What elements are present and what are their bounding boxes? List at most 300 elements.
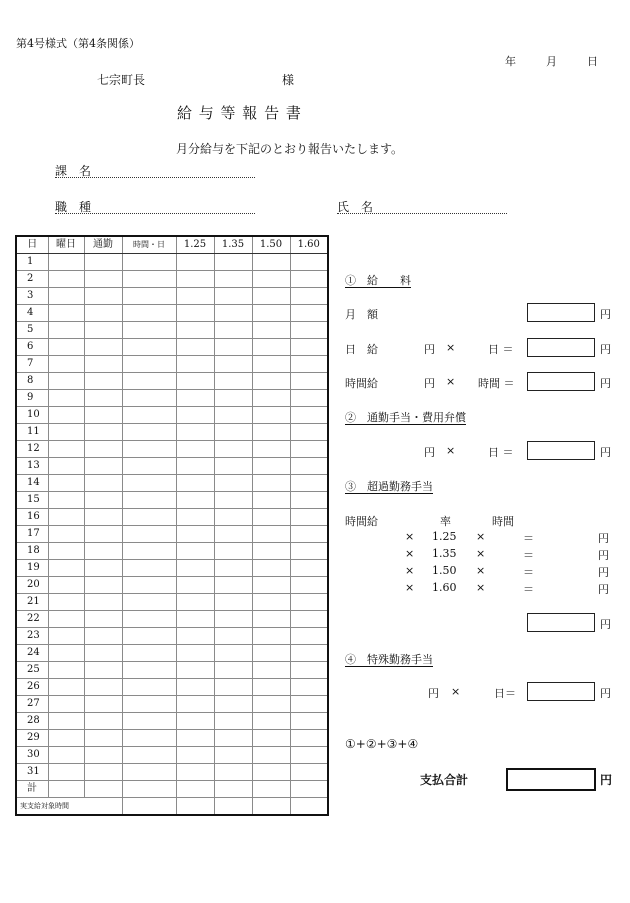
entry-cell[interactable]	[290, 747, 328, 764]
entry-cell[interactable]	[176, 730, 214, 747]
hourly-amount-box[interactable]	[527, 372, 595, 391]
special-amount-box[interactable]	[527, 682, 595, 701]
entry-cell[interactable]	[290, 645, 328, 662]
entry-cell[interactable]	[84, 645, 122, 662]
entry-cell[interactable]	[252, 543, 290, 560]
col-header-commute: 通勤	[84, 236, 122, 254]
job-label: 職 種	[55, 200, 92, 214]
entry-cell[interactable]	[84, 747, 122, 764]
entry-cell[interactable]	[122, 696, 176, 713]
entry-cell[interactable]	[122, 475, 176, 492]
entry-cell[interactable]	[176, 628, 214, 645]
entry-cell[interactable]	[48, 764, 84, 781]
entry-cell[interactable]	[122, 441, 176, 458]
daily-yen-unit: 円	[424, 343, 435, 356]
entry-cell[interactable]	[48, 679, 84, 696]
entry-cell[interactable]	[176, 509, 214, 526]
entry-cell[interactable]	[290, 458, 328, 475]
total-cell[interactable]	[122, 781, 176, 798]
entry-cell[interactable]	[214, 322, 252, 339]
entry-cell[interactable]	[214, 645, 252, 662]
monthly-yen: 円	[600, 308, 611, 321]
entry-cell[interactable]	[176, 271, 214, 288]
overtime-equals: ＝	[523, 583, 534, 596]
actual-hours-cell[interactable]	[252, 798, 290, 816]
entry-cell[interactable]	[252, 339, 290, 356]
overtime-times-1: ×	[405, 581, 415, 594]
entry-cell[interactable]	[48, 594, 84, 611]
entry-cell[interactable]	[176, 322, 214, 339]
entry-cell[interactable]	[252, 492, 290, 509]
entry-cell[interactable]	[84, 373, 122, 390]
entry-cell[interactable]	[176, 594, 214, 611]
entry-cell[interactable]	[84, 764, 122, 781]
entry-cell[interactable]	[84, 628, 122, 645]
entry-cell[interactable]	[122, 577, 176, 594]
entry-cell[interactable]	[176, 679, 214, 696]
entry-cell[interactable]	[122, 509, 176, 526]
col-header-weekday: 曜日	[48, 236, 84, 254]
total-cell[interactable]	[84, 781, 122, 798]
entry-cell[interactable]	[176, 747, 214, 764]
entry-cell[interactable]	[122, 458, 176, 475]
special-day-eq: 日＝	[494, 687, 516, 700]
entry-cell[interactable]	[84, 662, 122, 679]
day-number-cell: 9	[16, 390, 48, 407]
entry-cell[interactable]	[214, 441, 252, 458]
entry-cell[interactable]	[122, 611, 176, 628]
actual-hours-cell[interactable]	[122, 798, 176, 816]
entry-cell[interactable]	[84, 458, 122, 475]
entry-cell[interactable]	[84, 441, 122, 458]
entry-cell[interactable]	[252, 475, 290, 492]
col-header-rate-150: 1.50	[252, 236, 290, 254]
entry-cell[interactable]	[176, 305, 214, 322]
entry-cell[interactable]	[252, 662, 290, 679]
overtime-heading	[345, 478, 433, 494]
entry-cell[interactable]	[252, 390, 290, 407]
entry-cell[interactable]	[48, 645, 84, 662]
entry-cell[interactable]	[176, 560, 214, 577]
entry-cell[interactable]	[252, 407, 290, 424]
entry-cell[interactable]	[176, 696, 214, 713]
entry-cell[interactable]	[48, 271, 84, 288]
section-field[interactable]	[55, 177, 255, 178]
entry-cell[interactable]	[290, 577, 328, 594]
entry-cell[interactable]	[122, 645, 176, 662]
entry-cell[interactable]	[214, 713, 252, 730]
entry-cell[interactable]	[290, 475, 328, 492]
special-times: ×	[451, 685, 461, 698]
entry-cell[interactable]	[214, 594, 252, 611]
entry-cell[interactable]	[214, 509, 252, 526]
entry-cell[interactable]	[48, 305, 84, 322]
total-cell[interactable]	[252, 781, 290, 798]
monthly-label: 月 額	[345, 308, 378, 321]
day-number-cell: 12	[16, 441, 48, 458]
entry-cell[interactable]	[252, 560, 290, 577]
entry-cell[interactable]	[290, 373, 328, 390]
table-row	[16, 407, 328, 424]
entry-cell[interactable]	[48, 696, 84, 713]
entry-cell[interactable]	[214, 577, 252, 594]
entry-cell[interactable]	[252, 424, 290, 441]
commute-amount-box[interactable]	[527, 441, 595, 460]
entry-cell[interactable]	[48, 611, 84, 628]
entry-cell[interactable]	[214, 305, 252, 322]
entry-cell[interactable]	[84, 730, 122, 747]
entry-cell[interactable]	[176, 713, 214, 730]
actual-hours-cell[interactable]	[214, 798, 252, 816]
entry-cell[interactable]	[84, 577, 122, 594]
entry-cell[interactable]	[214, 356, 252, 373]
overtime-rate-value: 1.50	[432, 564, 457, 577]
total-cell[interactable]	[48, 781, 84, 798]
entry-cell[interactable]	[84, 407, 122, 424]
overtime-equals: ＝	[523, 566, 534, 579]
entry-cell[interactable]	[214, 288, 252, 305]
entry-cell[interactable]	[290, 339, 328, 356]
entry-cell[interactable]	[214, 424, 252, 441]
entry-cell[interactable]	[252, 373, 290, 390]
entry-cell[interactable]	[214, 492, 252, 509]
entry-cell[interactable]	[48, 339, 84, 356]
day-number-cell: 28	[16, 713, 48, 730]
entry-cell[interactable]	[290, 662, 328, 679]
commute-yen-unit: 円	[424, 446, 435, 459]
entry-cell[interactable]	[176, 288, 214, 305]
entry-cell[interactable]	[84, 356, 122, 373]
daily-amount-box[interactable]	[527, 338, 595, 357]
table-row	[16, 271, 328, 288]
job-field[interactable]	[55, 213, 255, 214]
entry-cell[interactable]	[214, 543, 252, 560]
entry-cell[interactable]	[214, 747, 252, 764]
entry-cell[interactable]	[290, 492, 328, 509]
actual-hours-cell[interactable]	[290, 798, 328, 816]
entry-cell[interactable]	[252, 628, 290, 645]
entry-cell[interactable]	[48, 747, 84, 764]
entry-cell[interactable]	[122, 407, 176, 424]
overtime-col-rate: 率	[440, 515, 451, 528]
day-number-cell: 4	[16, 305, 48, 322]
entry-cell[interactable]	[214, 526, 252, 543]
entry-cell[interactable]	[252, 577, 290, 594]
entry-cell[interactable]	[122, 254, 176, 271]
entry-cell[interactable]	[48, 458, 84, 475]
entry-cell[interactable]	[290, 730, 328, 747]
entry-cell[interactable]	[84, 339, 122, 356]
entry-cell[interactable]	[84, 543, 122, 560]
entry-cell[interactable]	[122, 662, 176, 679]
entry-cell[interactable]	[252, 271, 290, 288]
entry-cell[interactable]	[122, 628, 176, 645]
entry-cell[interactable]	[48, 254, 84, 271]
entry-cell[interactable]	[84, 390, 122, 407]
day-number-cell: 17	[16, 526, 48, 543]
special-heading	[345, 651, 433, 667]
entry-cell[interactable]	[122, 390, 176, 407]
entry-cell[interactable]	[84, 594, 122, 611]
table-row	[16, 747, 328, 764]
entry-cell[interactable]	[122, 679, 176, 696]
entry-cell[interactable]	[214, 475, 252, 492]
entry-cell[interactable]	[48, 356, 84, 373]
table-row	[16, 254, 328, 271]
actual-hours-label: 実支給対象時間	[16, 798, 122, 816]
entry-cell[interactable]	[290, 424, 328, 441]
entry-cell[interactable]	[176, 764, 214, 781]
entry-cell[interactable]	[214, 390, 252, 407]
entry-cell[interactable]	[290, 696, 328, 713]
day-number-cell: 26	[16, 679, 48, 696]
entry-cell[interactable]	[252, 645, 290, 662]
entry-cell[interactable]	[48, 509, 84, 526]
table-row	[16, 356, 328, 373]
entry-cell[interactable]	[48, 560, 84, 577]
entry-cell[interactable]	[122, 305, 176, 322]
hourly-yen: 円	[600, 377, 611, 390]
entry-cell[interactable]	[48, 390, 84, 407]
entry-cell[interactable]	[252, 764, 290, 781]
total-row	[16, 781, 328, 798]
entry-cell[interactable]	[252, 288, 290, 305]
entry-cell[interactable]	[48, 526, 84, 543]
entry-cell[interactable]	[84, 526, 122, 543]
entry-cell[interactable]	[176, 373, 214, 390]
col-header-rate-135: 1.35	[214, 236, 252, 254]
entry-cell[interactable]	[252, 441, 290, 458]
entry-cell[interactable]	[122, 322, 176, 339]
day-number-cell: 25	[16, 662, 48, 679]
entry-cell[interactable]	[252, 509, 290, 526]
entry-cell[interactable]	[176, 492, 214, 509]
entry-cell[interactable]	[290, 305, 328, 322]
entry-cell[interactable]	[176, 662, 214, 679]
entry-cell[interactable]	[290, 679, 328, 696]
table-row	[16, 594, 328, 611]
entry-cell[interactable]	[48, 577, 84, 594]
entry-cell[interactable]	[122, 560, 176, 577]
entry-cell[interactable]	[214, 730, 252, 747]
entry-cell[interactable]	[214, 662, 252, 679]
day-number-cell: 24	[16, 645, 48, 662]
total-cell[interactable]	[290, 781, 328, 798]
entry-cell[interactable]	[122, 747, 176, 764]
entry-cell[interactable]	[252, 730, 290, 747]
entry-cell[interactable]	[290, 356, 328, 373]
date-day-label: 日	[587, 55, 598, 68]
entry-cell[interactable]	[290, 509, 328, 526]
name-field[interactable]	[337, 213, 507, 214]
entry-cell[interactable]	[290, 407, 328, 424]
entry-cell[interactable]	[122, 764, 176, 781]
entry-cell[interactable]	[252, 526, 290, 543]
entry-cell[interactable]	[290, 611, 328, 628]
entry-cell[interactable]	[290, 288, 328, 305]
table-row	[16, 526, 328, 543]
entry-cell[interactable]	[122, 526, 176, 543]
entry-cell[interactable]	[84, 696, 122, 713]
entry-cell[interactable]	[84, 713, 122, 730]
entry-cell[interactable]	[176, 645, 214, 662]
entry-cell[interactable]	[48, 628, 84, 645]
entry-cell[interactable]	[84, 254, 122, 271]
entry-cell[interactable]	[290, 526, 328, 543]
entry-cell[interactable]	[176, 526, 214, 543]
entry-cell[interactable]	[84, 492, 122, 509]
entry-cell[interactable]	[214, 560, 252, 577]
entry-cell[interactable]	[84, 271, 122, 288]
entry-cell[interactable]	[214, 679, 252, 696]
entry-cell[interactable]	[214, 373, 252, 390]
entry-cell[interactable]	[176, 356, 214, 373]
entry-cell[interactable]	[290, 390, 328, 407]
entry-cell[interactable]	[176, 475, 214, 492]
entry-cell[interactable]	[176, 407, 214, 424]
actual-hours-cell[interactable]	[176, 798, 214, 816]
monthly-amount-box[interactable]	[527, 303, 595, 322]
day-number-cell: 1	[16, 254, 48, 271]
entry-cell[interactable]	[122, 543, 176, 560]
entry-cell[interactable]	[122, 594, 176, 611]
entry-cell[interactable]	[48, 322, 84, 339]
entry-cell[interactable]	[214, 764, 252, 781]
entry-cell[interactable]	[214, 458, 252, 475]
special-yen: 円	[600, 687, 611, 700]
col-header-day: 日	[16, 236, 48, 254]
entry-cell[interactable]	[290, 628, 328, 645]
table-row	[16, 577, 328, 594]
overtime-times-2: ×	[476, 581, 486, 594]
overtime-total-box[interactable]	[527, 613, 595, 632]
total-cell[interactable]	[214, 781, 252, 798]
entry-cell[interactable]	[176, 611, 214, 628]
entry-cell[interactable]	[48, 730, 84, 747]
commute-heading-text: ② 通勤手当・費用弁償	[345, 411, 466, 424]
entry-cell[interactable]	[214, 271, 252, 288]
commute-day-eq: 日 ＝	[488, 446, 514, 459]
total-amount-box[interactable]	[506, 768, 596, 791]
entry-cell[interactable]	[252, 594, 290, 611]
entry-cell[interactable]	[252, 356, 290, 373]
entry-cell[interactable]	[84, 611, 122, 628]
entry-cell[interactable]	[252, 458, 290, 475]
entry-cell[interactable]	[252, 713, 290, 730]
table-row	[16, 713, 328, 730]
entry-cell[interactable]	[122, 492, 176, 509]
entry-cell[interactable]	[214, 696, 252, 713]
entry-cell[interactable]	[84, 509, 122, 526]
entry-cell[interactable]	[84, 305, 122, 322]
entry-cell[interactable]	[122, 730, 176, 747]
date-year-label: 年	[505, 55, 516, 68]
entry-cell[interactable]	[48, 543, 84, 560]
entry-cell[interactable]	[122, 288, 176, 305]
table-row	[16, 509, 328, 526]
entry-cell[interactable]	[252, 696, 290, 713]
entry-cell[interactable]	[252, 254, 290, 271]
entry-cell[interactable]	[290, 713, 328, 730]
entry-cell[interactable]	[176, 339, 214, 356]
table-row	[16, 611, 328, 628]
total-cell[interactable]	[176, 781, 214, 798]
entry-cell[interactable]	[252, 322, 290, 339]
entry-cell[interactable]	[48, 662, 84, 679]
entry-cell[interactable]	[176, 458, 214, 475]
entry-cell[interactable]	[290, 594, 328, 611]
entry-cell[interactable]	[252, 679, 290, 696]
entry-cell[interactable]	[214, 407, 252, 424]
entry-cell[interactable]	[214, 254, 252, 271]
entry-cell[interactable]	[214, 611, 252, 628]
table-row	[16, 390, 328, 407]
entry-cell[interactable]	[122, 373, 176, 390]
entry-cell[interactable]	[290, 271, 328, 288]
entry-cell[interactable]	[84, 560, 122, 577]
entry-cell[interactable]	[48, 475, 84, 492]
addressee: 七宗町長	[97, 73, 146, 87]
entry-cell[interactable]	[48, 713, 84, 730]
day-number-cell: 6	[16, 339, 48, 356]
entry-cell[interactable]	[290, 254, 328, 271]
entry-cell[interactable]	[122, 356, 176, 373]
entry-cell[interactable]	[122, 424, 176, 441]
hourly-times: ×	[446, 375, 456, 388]
entry-cell[interactable]	[176, 441, 214, 458]
entry-cell[interactable]	[214, 339, 252, 356]
entry-cell[interactable]	[290, 560, 328, 577]
entry-cell[interactable]	[48, 407, 84, 424]
special-heading-text: ④ 特殊勤務手当	[345, 653, 433, 666]
entry-cell[interactable]	[290, 764, 328, 781]
table-row	[16, 696, 328, 713]
entry-cell[interactable]	[84, 288, 122, 305]
day-number-cell: 7	[16, 356, 48, 373]
entry-cell[interactable]	[176, 254, 214, 271]
entry-cell[interactable]	[176, 543, 214, 560]
table-row	[16, 288, 328, 305]
entry-cell[interactable]	[84, 322, 122, 339]
entry-cell[interactable]	[48, 424, 84, 441]
entry-cell[interactable]	[176, 577, 214, 594]
entry-cell[interactable]	[122, 713, 176, 730]
day-number-cell: 20	[16, 577, 48, 594]
day-number-cell: 14	[16, 475, 48, 492]
entry-cell[interactable]	[176, 424, 214, 441]
entry-cell[interactable]	[290, 543, 328, 560]
entry-cell[interactable]	[290, 322, 328, 339]
entry-cell[interactable]	[122, 339, 176, 356]
entry-cell[interactable]	[176, 390, 214, 407]
entry-cell[interactable]	[48, 288, 84, 305]
entry-cell[interactable]	[48, 441, 84, 458]
entry-cell[interactable]	[84, 475, 122, 492]
entry-cell[interactable]	[84, 424, 122, 441]
entry-cell[interactable]	[252, 747, 290, 764]
overtime-col-hours: 時間	[492, 515, 514, 528]
table-row	[16, 628, 328, 645]
entry-cell[interactable]	[84, 679, 122, 696]
entry-cell[interactable]	[252, 305, 290, 322]
entry-cell[interactable]	[290, 441, 328, 458]
entry-cell[interactable]	[48, 373, 84, 390]
entry-cell[interactable]	[122, 271, 176, 288]
entry-cell[interactable]	[214, 628, 252, 645]
overtime-rate-value: 1.60	[432, 581, 457, 594]
entry-cell[interactable]	[252, 611, 290, 628]
entry-cell[interactable]	[48, 492, 84, 509]
